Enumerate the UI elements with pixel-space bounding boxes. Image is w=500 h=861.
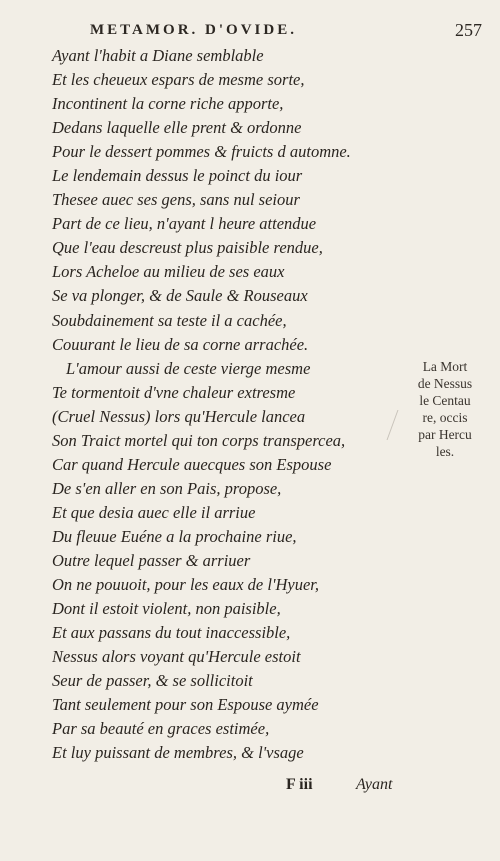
verse-line: Seur de passer, & se sollicitoit <box>52 671 253 691</box>
verse-line: Soubdainement sa teste il a cachée, <box>52 310 287 330</box>
marginal-note-line: La Mort <box>422 359 468 374</box>
marginal-note-line: de Nessus <box>417 376 473 391</box>
verse-line: Thesee auec ses gens, sans nul seiour <box>52 190 300 210</box>
page-footer <box>280 776 430 798</box>
running-title: METAMOR. D'OVIDE. <box>90 22 297 38</box>
marginal-note <box>400 358 490 460</box>
marginal-note-line: le Centau <box>419 393 471 408</box>
verse-line: Ayant l'habit a Diane semblable <box>52 46 264 65</box>
verse-line: Et les cheueux espars de mesme sorte, <box>52 70 305 90</box>
verse-line: Te tormentoit d'vne chaleur extresme <box>52 382 296 402</box>
verse-line: Incontinent la corne riche apporte, <box>52 94 284 114</box>
marginal-note-line: re, occis <box>422 410 468 425</box>
verse-line: Que l'eau descreust plus paisible rendue, <box>52 238 323 258</box>
verse-line: On ne pouuoit, pour les eaux de l'Hyuer, <box>52 575 320 595</box>
marginal-note-line: par Hercu <box>418 427 472 442</box>
verse-line: Dedans laquelle elle prent & ordonne <box>52 118 302 138</box>
verse-line: (Cruel Nessus) lors qu'Hercule lancea <box>52 406 306 426</box>
page-number: 257 <box>455 20 482 40</box>
verse-line: Par sa beauté en graces estimée, <box>52 719 270 739</box>
verse-line: L'amour aussi de ceste vierge mesme <box>66 358 311 378</box>
verse-line: Dont il estoit violent, non paisible, <box>52 599 281 619</box>
verse-line: Pour le dessert pommes & fruicts d automne. <box>52 142 351 162</box>
verse-line: Et luy puissant de membres, & l'vsage <box>52 743 304 763</box>
verse-line: Son Traict mortel qui ton corps transpercea, <box>52 430 346 450</box>
verse-line: Nessus alors voyant qu'Hercule estoit <box>52 647 301 667</box>
verse-line: De s'en aller en son Pais, propose, <box>52 478 282 498</box>
verse-line: Couurant le lieu de sa corne arrachée. <box>52 334 309 354</box>
verse-line: Outre lequel passer & arriuer <box>52 550 251 570</box>
page-header <box>62 20 482 42</box>
verse-line: Car quand Hercule auecques son Espouse <box>52 454 332 474</box>
signature-mark: F iii <box>286 776 313 793</box>
verse-line: Se va plonger, & de Saule & Rouseaux <box>52 286 308 306</box>
verse-line: Et aux passans du tout inaccessible, <box>52 623 291 643</box>
catchword: Ayant <box>356 776 393 793</box>
verse-line: Part de ce lieu, n'ayant l heure attendue <box>52 214 317 234</box>
verse-line: Lors Acheloe au milieu de ses eaux <box>52 262 285 282</box>
verse-line: Tant seulement pour son Espouse aymée <box>52 695 319 715</box>
verse-block <box>52 44 412 765</box>
verse-line: Du fleuue Euéne a la prochaine riue, <box>52 526 297 546</box>
verse-line: Et que desia auec elle il arriue <box>52 502 256 522</box>
verse-line: Le lendemain dessus le poinct du iour <box>52 166 303 186</box>
marginal-note-line: les. <box>435 444 455 459</box>
